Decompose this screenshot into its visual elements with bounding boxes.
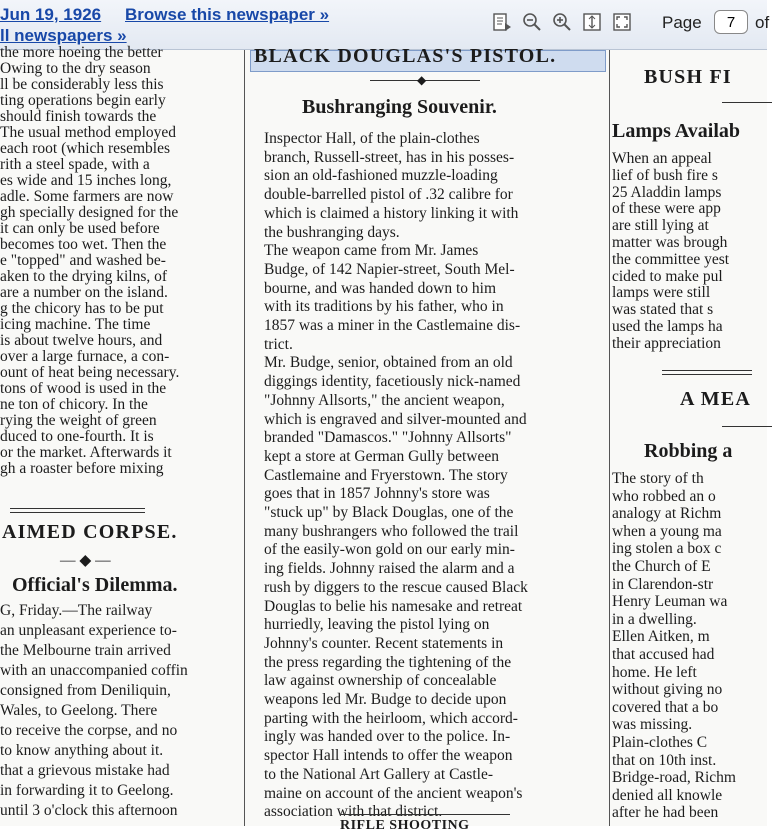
ornament: ◆ [417,73,427,87]
text-line: When an appeal [612,150,712,167]
text-line: icing machine. The time [0,316,151,333]
viewer-tools [489,9,635,35]
text-line: Owing to the dry season [0,60,151,77]
text-line: Mr. Budge, senior, obtained from an old [264,354,513,372]
text-line: goes that in 1857 Johnny's store was [264,485,490,503]
zoom-in-icon[interactable] [549,9,575,35]
text-line: kept a store at German Gully between [264,447,499,465]
text-line: Douglas to belie his namesake and retreat [264,597,523,615]
text-line: 1857 was a miner in the Castlemaine dis- [264,317,521,334]
text-line: spector Hall intends to offer the weapon [264,747,513,765]
article-divider [662,374,752,375]
fit-height-icon[interactable] [579,9,605,35]
text-line: to know anything about it. [0,742,164,759]
text-line: the press regarding the tightening of the [264,653,512,671]
text-line: an unpleasant experience to- [0,622,177,639]
text-line: over a large furnace, a con- [0,348,170,365]
text-line: covered that a bo [612,698,719,716]
text-line: ing stolen a box c [612,540,722,558]
text-line: is about twelve hours, and [0,332,163,349]
text-line: rith a steel spade, with a [0,156,150,173]
text-line: adle. Some farmers are now [0,188,174,205]
text-line: aken to the drying kilns, of [0,268,168,285]
page-of-label: of [755,13,770,32]
text-line: G, Friday.—The railway [0,602,153,619]
fullscreen-icon[interactable] [609,9,635,35]
text-line: which is engraved and silver-mounted and [264,410,527,428]
corpse-subheading: Official's Dilemma. [12,574,178,596]
pistol-subheading: Bushranging Souvenir. [302,96,497,118]
middle-column [250,45,606,833]
text-line: sion an old-fashioned muzzle-loading [264,167,498,185]
text-line: becomes too wet. Then the [0,236,167,253]
text-line: ting operations begin early [0,92,166,109]
text-line: in a dwelling. [612,610,697,628]
text-line: Bridge-road, Richm [612,769,736,787]
ornament-rule [722,102,772,103]
article-divider [662,370,752,371]
text-line: without giving no [612,681,723,699]
text-line: Castlemaine and Fryerstown. The story [264,466,508,484]
article-divider [340,814,510,815]
text-line: was stated that s [612,301,714,319]
text-line: it can only be used before [0,220,160,237]
text-line: that a grievous mistake had [0,762,170,779]
right-column [612,50,772,826]
text-line: that accused had [612,646,715,663]
article-divider [10,508,145,509]
page-number-input[interactable] [714,10,748,34]
text-line: branded "Damascos." "Johnny Allsorts" [264,429,512,447]
text-line: to receive the corpse, and no [0,722,178,739]
text-line: consigned from Deniliquin, [0,682,171,699]
text-line: denied all knowle [612,786,723,804]
text-line: their appreciation [612,334,721,352]
text-line: rying the weight of green [0,412,157,429]
text-line: with its traditions by his father, who in [264,298,504,316]
text-line: parting with the heirloom, which accord- [264,709,518,727]
zoom-out-icon[interactable] [519,9,545,35]
rifle-heading: RIFLE SHOOTING [340,818,470,833]
text-line: each root (which resembles [0,140,171,157]
text-line: the more hoeing the better [0,44,163,61]
pistol-heading: BLACK DOUGLAS'S PISTOL. [254,45,557,67]
text-line: ne ton of chicory. In the [0,396,148,413]
text-line: which is claimed a history linking it with [264,204,519,222]
text-line: of the easily-won gold on our early min- [264,541,515,559]
text-line: 25 Aladdin lamps [612,183,722,201]
text-line: The weapon came from Mr. James [264,242,479,260]
text-line: hurriedly, leaving the pistol lying on [264,616,490,634]
corpse-heading: AIMED CORPSE. [2,521,178,543]
text-line: cided to make pul [612,267,723,285]
column-rule [609,50,610,826]
meal-heading: A MEA [680,388,751,410]
text-line: until 3 o'clock this afternoon [0,802,178,819]
robbing-subheading: Robbing a [644,440,733,462]
bush-fire-heading: BUSH FI [644,66,732,88]
text-line: ll be considerably less this [0,76,164,93]
text-line: weapons led Mr. Budge to decide upon [264,691,507,708]
text-line: es wide and 15 inches long, [0,172,172,189]
text-line: Ellen Aitken, m [612,628,710,646]
text-line: Plain-clothes C [612,734,708,751]
text-line: duced to one-fourth. It is [0,428,154,445]
text-line: the committee yest [612,250,730,268]
text-line: when a young ma [612,522,722,540]
text-line: Budge, of 142 Napier-street, South Mel- [264,260,515,278]
text-line: the Church of E [612,558,711,575]
text-line: Johnny's counter. Recent statements in [264,634,504,652]
text-line: matter was brough [612,234,728,251]
text-line: lamps were still [612,284,711,302]
text-line: The usual method employed [0,124,177,141]
text-line: branch, Russell-street, has in his posses- [264,148,515,166]
text-line: trict. [264,335,293,353]
text-line: rush by diggers to the rescue caused Black [264,578,528,596]
text-line: in forwarding it to Geelong. [0,782,174,799]
all-newspapers-link[interactable]: ll newspapers » [0,26,127,45]
text-line: gh specially designed for the [0,204,179,221]
text-line: or the market. Afterwards it [0,444,172,461]
text-line: ount of heat being necessary. [0,364,180,381]
newspaper-page [0,44,767,833]
text-line: "Johnny Allsorts," the ancient weapon, [264,391,505,409]
page-label: Page [662,13,702,32]
text-line: g the chicory has to be put [0,300,164,317]
text-line: The story of th [612,470,704,487]
text-line: to the National Art Gallery at Castle- [264,765,493,783]
text-line: bourne, and was handed down to him [264,279,497,297]
lamps-subheading: Lamps Availab [612,120,740,142]
text-line: maine on account of the ancient weapon's [264,784,523,802]
text-line: ingly was handed over to the police. In- [264,728,511,746]
text-line: are a number on the island. [0,284,168,301]
text-line: Wales, to Geelong. There [0,702,158,719]
text-line: should finish towards the [0,108,157,125]
issue-date-link[interactable]: Jun 19, 1926 [0,5,102,24]
text-line: Inspector Hall, of the plain-clothes [264,130,480,147]
text-line: who robbed an o [612,487,716,505]
column-rule [244,50,245,826]
text-line: used the lamps ha [612,318,723,335]
text-line: tons of wood is used in the [0,380,167,397]
text-line: the bushranging days. [264,223,400,241]
text-line: that on 10th inst. [612,751,717,769]
text-line: many bushrangers who followed the trail [264,522,519,540]
text-line: home. He left [612,663,697,681]
text-line: e "topped" and washed be- [0,252,166,269]
text-line: association with that district. [264,803,443,821]
text-line: in Clarendon-str [612,575,714,593]
text-line: analogy at Richm [612,505,722,523]
viewer-toolbar [0,0,770,50]
text-line: of these were app [612,200,721,218]
text-line: "stuck up" by Black Douglas, one of the [264,504,514,521]
text-line: lief of bush fire s [612,166,718,184]
text-line: gh a roaster before mixing [0,460,164,477]
text-view-icon[interactable] [489,9,515,35]
text-line: ing fields. Johnny raised the alarm and a [264,560,515,578]
left-column [0,44,240,826]
text-line: diggings identity, facetiously nick-named [264,373,521,391]
text-line: was missing. [612,716,693,734]
article-divider [10,512,145,513]
text-line: after he had been [612,804,719,822]
browse-newspaper-link[interactable]: Browse this newspaper » [125,5,330,24]
ornament: — ◆ — [60,552,111,569]
ornament-rule [722,426,772,427]
text-line: Henry Leuman wa [612,593,728,611]
text-line: the Melbourne train arrived [0,642,171,659]
text-line: with an unaccompanied coffin [0,662,188,679]
text-line: law against ownership of concealable [264,672,497,690]
text-line: double-barrelled pistol of .32 calibre for [264,186,513,204]
text-line: are still lying at [612,217,709,235]
